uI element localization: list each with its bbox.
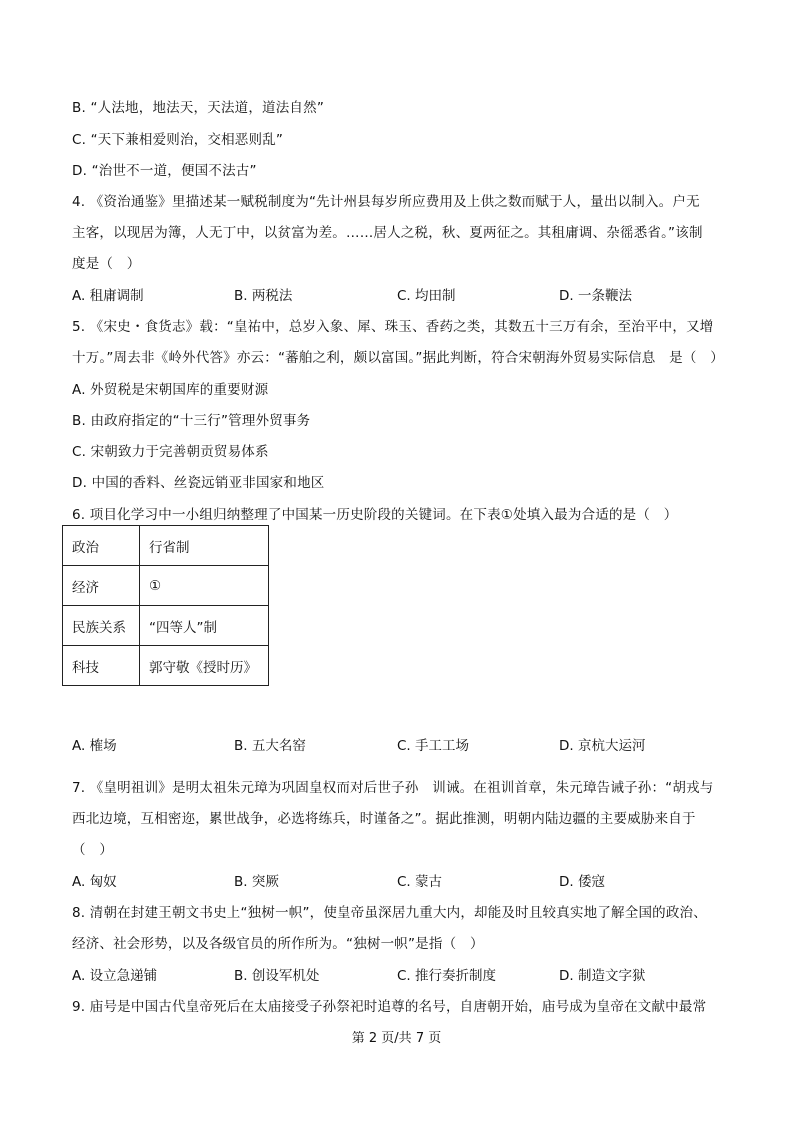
q8-option-b: B. 创设军机处 bbox=[234, 968, 320, 984]
q5-option-b: B. 由政府指定的“十三行”管理外贸事务 bbox=[72, 413, 311, 429]
table-cell-value: 郭守敬《授时历》 bbox=[140, 646, 269, 686]
q8-option-d: D. 制造文字狱 bbox=[559, 968, 646, 984]
q5-stem-line2: 十万。”周去非《岭外代答》亦云：“蕃舶之利，颇以富国。”据此判断，符合宋朝海外贸易实际信息 是（ ） bbox=[72, 350, 724, 366]
q3-option-c: C. “天下兼相爱则治，交相恶则乱” bbox=[72, 132, 284, 148]
q4-stem-line1: 4. 《资治通鉴》里描述某一赋税制度为“先计州县每岁所应费用及上供之数而赋于人，量出以制入。户无 bbox=[72, 194, 700, 210]
q7-stem-line3: （ ） bbox=[72, 842, 114, 858]
table-cell-label: 政治 bbox=[63, 526, 140, 566]
q8-option-c: C. 推行奏折制度 bbox=[397, 968, 497, 984]
q9-stem-line1: 9. 庙号是中国古代皇帝死后在太庙接受子孙祭祀时追尊的名号，自唐朝开始，庙号成为皇帝在文献中最常 bbox=[72, 999, 707, 1015]
q4-option-d: D. 一条鞭法 bbox=[559, 288, 632, 304]
q4-option-c: C. 均田制 bbox=[397, 288, 456, 304]
table-cell-label: 经济 bbox=[63, 566, 140, 606]
q6-option-b: B. 五大名窑 bbox=[234, 738, 306, 754]
q6-option-d: D. 京杭大运河 bbox=[559, 738, 646, 754]
table-row bbox=[63, 526, 269, 566]
q6-stem-line1: 6. 项目化学习中一小组归纳整理了中国某一历史阶段的关键词。在下表①处填入最为合适的是（ ） bbox=[72, 507, 678, 523]
q6-option-a: A. 榷场 bbox=[72, 738, 117, 754]
q6-options bbox=[72, 734, 722, 754]
table-row bbox=[63, 566, 269, 606]
q8-option-a: A. 设立急递铺 bbox=[72, 968, 158, 984]
q8-stem-line2: 经济、社会形势，以及各级官员的所作所为。“独树一帜”是指（ ） bbox=[72, 936, 484, 952]
table-cell-value: ① bbox=[140, 566, 269, 606]
q3-option-b: B. “人法地，地法天，天法道，道法自然” bbox=[72, 100, 325, 116]
q4-option-b: B. 两税法 bbox=[234, 288, 293, 304]
q6-option-c: C. 手工工场 bbox=[397, 738, 470, 754]
q7-option-c: C. 蒙古 bbox=[397, 874, 443, 890]
q5-stem-line1: 5. 《宋史・食货志》载：“皇祐中，总岁入象、犀、珠玉、香药之类，其数五十三万有余，至治平中，又增 bbox=[72, 319, 714, 335]
q7-options bbox=[72, 870, 722, 890]
table-row bbox=[63, 646, 269, 686]
q7-stem-line1: 7. 《皇明祖训》是明太祖朱元璋为巩固皇权而对后世子孙 训诫。在祖训首章，朱元璋告诫子孙：“胡戎与 bbox=[72, 780, 714, 796]
q4-options bbox=[72, 284, 722, 304]
q4-stem-line2: 主客，以现居为簿，人无丁中，以贫富为差。……居人之税，秋、夏两征之。其租庸调、杂徭悉省。”该制 bbox=[72, 225, 703, 241]
q4-stem-line3: 度是（ ） bbox=[72, 256, 141, 272]
table-row bbox=[63, 606, 269, 646]
q7-option-d: D. 倭寇 bbox=[559, 874, 605, 890]
q8-stem-line1: 8. 清朝在封建王朝文书史上“独树一帜”，使皇帝虽深居九重大内，却能及时且较真实地了解全国的政治、 bbox=[72, 905, 707, 921]
q7-option-b: B. 突厥 bbox=[234, 874, 279, 890]
table-cell-value: “四等人”制 bbox=[140, 606, 269, 646]
keyword-table bbox=[62, 525, 269, 686]
table-cell-label: 民族关系 bbox=[63, 606, 140, 646]
q5-option-c: C. 宋朝致力于完善朝贡贸易体系 bbox=[72, 444, 269, 460]
q4-option-a: A. 租庸调制 bbox=[72, 288, 144, 304]
q3-option-d: D. “治世不一道，便国不法古” bbox=[72, 163, 257, 179]
q5-option-d: D. 中国的香料、丝瓷远销亚非国家和地区 bbox=[72, 475, 325, 491]
q8-options bbox=[72, 964, 722, 984]
page-number-footer: 第 2 页/共 7 页 bbox=[351, 1031, 442, 1046]
q7-option-a: A. 匈奴 bbox=[72, 874, 117, 890]
table-cell-value: 行省制 bbox=[140, 526, 269, 566]
q7-stem-line2: 西北边境，互相密迩，累世战争，必选将练兵，时谨备之”。据此推测，明朝内陆边疆的主要威胁来自于 bbox=[72, 811, 696, 827]
q5-option-a: A. 外贸税是宋朝国库的重要财源 bbox=[72, 382, 269, 398]
table-cell-label: 科技 bbox=[63, 646, 140, 686]
